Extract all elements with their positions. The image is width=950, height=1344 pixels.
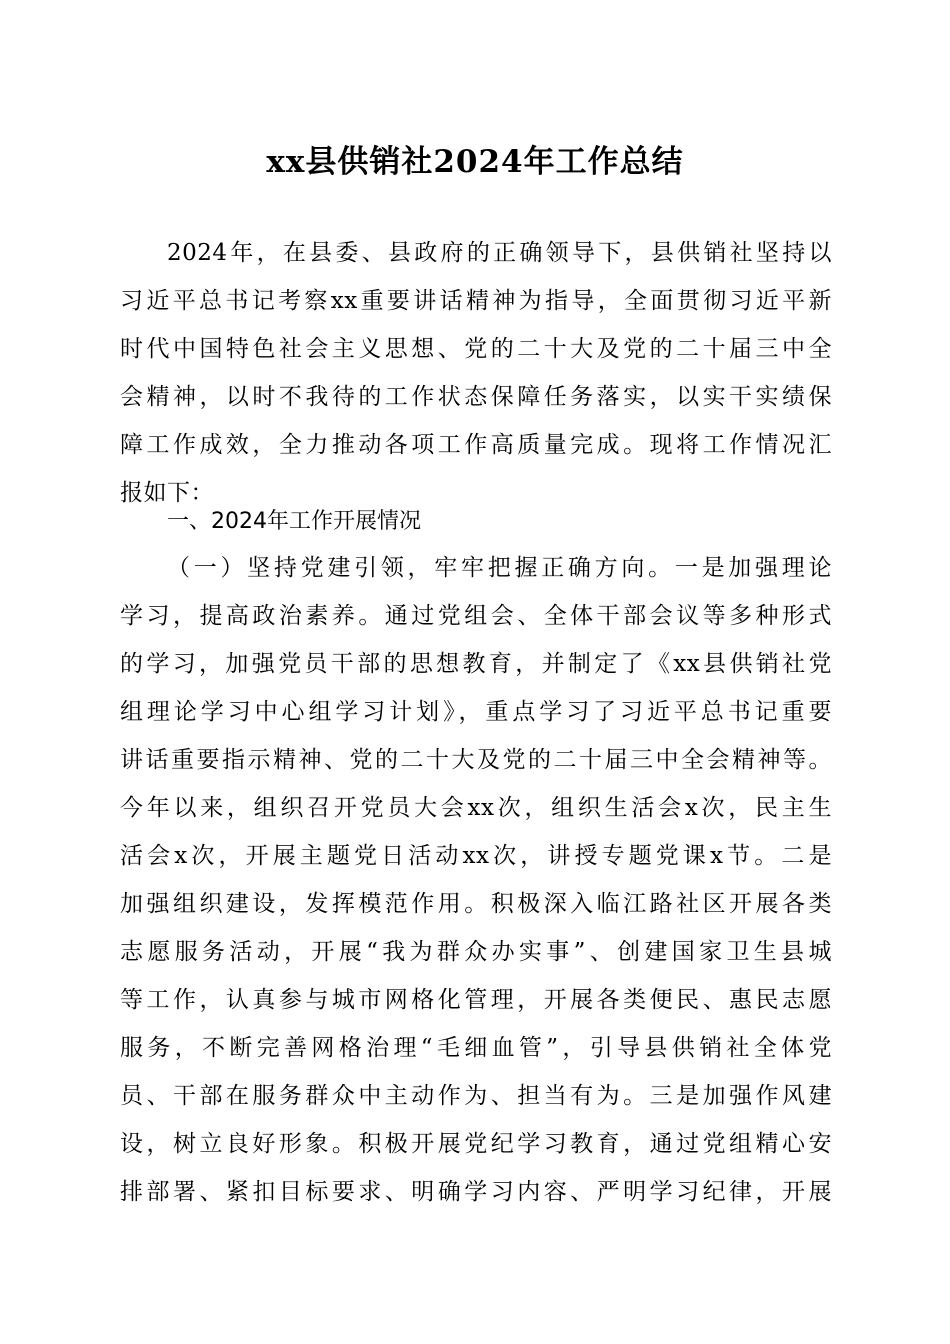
body-line: 组理论学习中心组学习计划》，重点学习了习近平总书记重要 xyxy=(120,699,832,725)
body-line: （一）坚持党建引领，牢牢把握正确方向。一是加强理论 xyxy=(167,555,832,581)
intro-line: 2024年，在县委、县政府的正确领导下，县供销社坚持以 xyxy=(167,240,832,266)
body-line: 志愿服务活动，开展“我为群众办实事”、创建国家卫生县城 xyxy=(120,939,832,965)
body-line: 学习，提高政治素养。通过党组会、全体干部会议等多种形式 xyxy=(120,603,832,629)
body-line: 设，树立良好形象。积极开展党纪学习教育，通过党组精心安 xyxy=(120,1131,832,1157)
body-line: 等工作，认真参与城市网格化管理，开展各类便民、惠民志愿 xyxy=(120,987,832,1013)
body-line: 的学习，加强党员干部的思想教育，并制定了《xx县供销社党 xyxy=(120,651,832,677)
section-heading: 一、2024年工作开展情况 xyxy=(167,509,421,534)
body-line: 员、干部在服务群众中主动作为、担当有为。三是加强作风建 xyxy=(120,1083,832,1109)
intro-line: 报如下： xyxy=(120,480,214,506)
body-line: 排部署、紧扣目标要求、明确学习内容、严明学习纪律，开展 xyxy=(120,1179,832,1205)
intro-line: 障工作成效，全力推动各项工作高质量完成。现将工作情况汇 xyxy=(120,432,832,458)
intro-line: 习近平总书记考察xx重要讲话精神为指导，全面贯彻习近平新 xyxy=(120,288,832,314)
body-line: 今年以来，组织召开党员大会xx次，组织生活会x次，民主生 xyxy=(120,795,832,821)
document-title: xx县供销社2024年工作总结 xyxy=(266,144,684,180)
body-line: 讲话重要指示精神、党的二十大及党的二十届三中全会精神等。 xyxy=(120,747,832,773)
body-line: 活会x次，开展主题党日活动xx次，讲授专题党课x节。二是 xyxy=(120,843,832,869)
body-line: 加强组织建设，发挥模范作用。积极深入临江路社区开展各类 xyxy=(120,891,832,917)
body-line: 服务，不断完善网格治理“毛细血管”，引导县供销社全体党 xyxy=(120,1035,832,1061)
intro-line: 会精神，以时不我待的工作状态保障任务落实，以实干实绩保 xyxy=(120,384,832,410)
intro-line: 时代中国特色社会主义思想、党的二十大及党的二十届三中全 xyxy=(120,336,832,362)
